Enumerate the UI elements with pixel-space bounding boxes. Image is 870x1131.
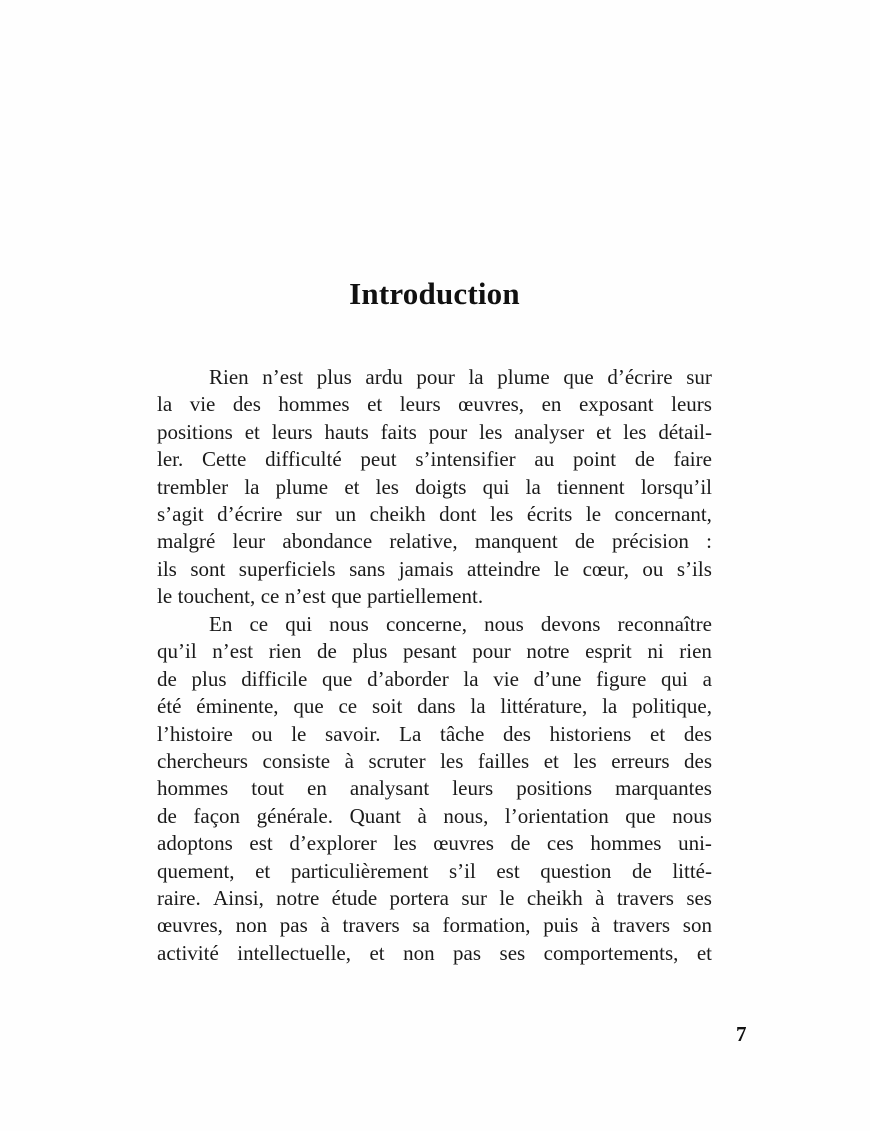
text-line: trembler la plume et les doigts qui la tiennent lorsqu’il xyxy=(157,474,712,499)
paragraph-2 xyxy=(157,611,712,967)
text-line: hommes tout en analysant leurs positions marquantes xyxy=(157,776,712,801)
text-line: malgré leur abondance relative, manquent de précision : xyxy=(157,529,712,554)
text-line: adoptons est d’explorer les œuvres de ces hommes uni- xyxy=(157,831,712,856)
text-line: En ce qui nous concerne, nous devons reconnaître xyxy=(209,612,712,637)
text-line: Rien n’est plus ardu pour la plume que d’écrire sur xyxy=(209,365,712,389)
text-line: qu’il n’est rien de plus pesant pour notre esprit ni rien xyxy=(157,639,712,664)
page-number: 7 xyxy=(736,1022,747,1046)
text-line: le touchent, ce n’est que partiellement. xyxy=(157,584,484,609)
text-line: positions et leurs hauts faits pour les analyser et les détail- xyxy=(157,419,712,444)
body-text xyxy=(157,364,712,967)
text-line: s’agit d’écrire sur un cheikh dont les écrits le concernant, xyxy=(157,501,712,526)
text-line: quement, et particulièrement s’il est question de litté- xyxy=(157,858,712,883)
text-line: ler. Cette difficulté peut s’intensifier au point de faire xyxy=(157,447,712,472)
text-line: la vie des hommes et leurs œuvres, en exposant leurs xyxy=(157,392,712,417)
paragraph-1 xyxy=(157,364,712,611)
text-line: raire. Ainsi, notre étude portera sur le cheikh à travers ses xyxy=(157,885,712,910)
text-line: de plus difficile que d’aborder la vie d’une figure qui a xyxy=(157,666,712,691)
text-line: chercheurs consiste à scruter les failles et les erreurs des xyxy=(157,748,712,773)
text-line: de façon générale. Quant à nous, l’orientation que nous xyxy=(157,803,712,828)
text-line: été éminente, que ce soit dans la littérature, la politique, xyxy=(157,694,712,719)
text-line: l’histoire ou le savoir. La tâche des historiens et des xyxy=(157,721,712,746)
text-line: œuvres, non pas à travers sa formation, puis à travers son xyxy=(157,913,712,938)
text-line: ils sont superficiels sans jamais atteindre le cœur, ou s’ils xyxy=(157,556,712,581)
chapter-heading: Introduction xyxy=(349,276,520,311)
text-line: activité intellectuelle, et non pas ses comportements, et xyxy=(157,940,712,965)
